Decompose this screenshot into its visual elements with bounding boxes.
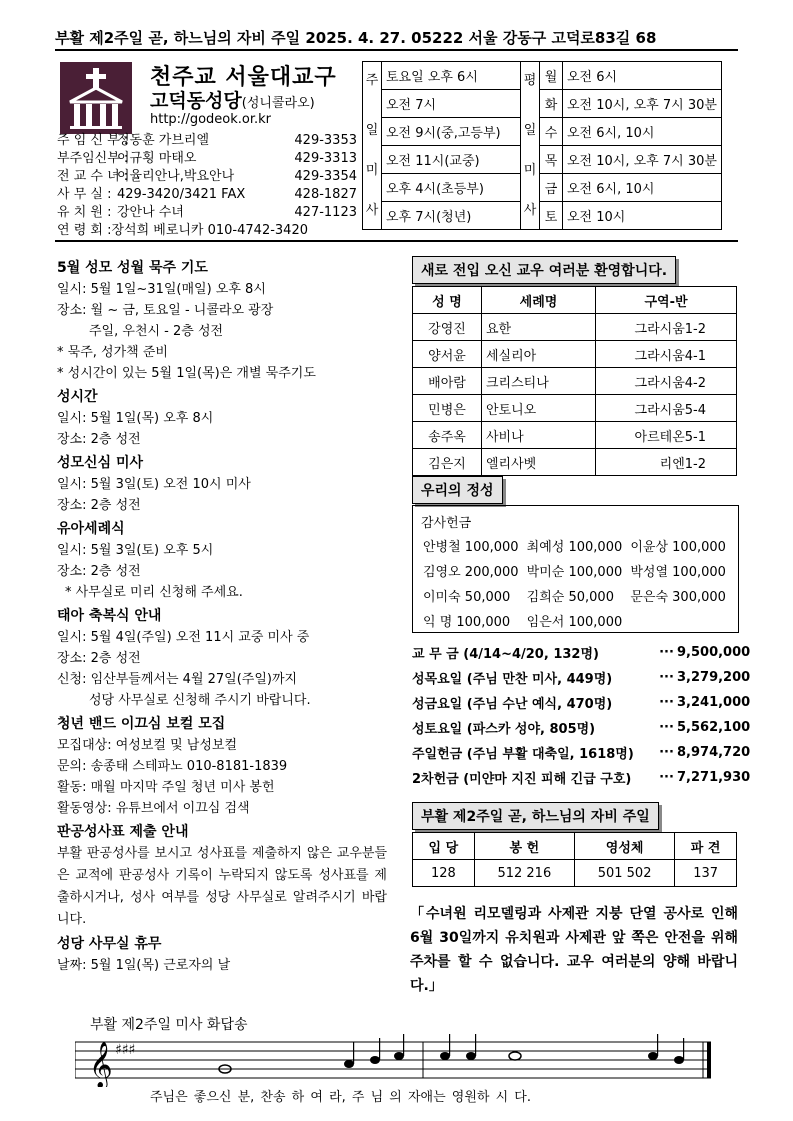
thanks-entry: 김영오 200,000 (423, 565, 519, 580)
stat-value: 501 502 (574, 860, 674, 887)
notice-line: 일시: 5월 4일(주일) 오전 11시 교중 미사 중 (57, 630, 310, 645)
welcome-heading: 새로 전입 오신 교우 여러분 환영합니다. (412, 256, 676, 284)
label-char: 미 (523, 162, 537, 178)
weekday-day: 수 (540, 118, 563, 146)
staff-role: 유 치 원 : (57, 205, 112, 220)
notice-line: 활동: 매월 마지막 주일 청년 미사 봉헌 (57, 780, 275, 795)
psalm-title: 부활 제2주일 미사 화답송 (90, 1017, 248, 1033)
notice-line: 장소: 월 ~ 금, 토요일 - 니콜라오 광장 (57, 303, 274, 318)
staff-name: 정동훈 가브리엘 (117, 133, 210, 148)
staff-row (57, 204, 357, 222)
thanks-entry: 문은숙 300,000 (630, 590, 726, 605)
label-char: 일 (365, 122, 379, 138)
parish-logo (60, 62, 132, 134)
cell-baptismal: 크리스티나 (482, 368, 596, 395)
header-divider (55, 240, 738, 242)
cell-name: 김은지 (413, 449, 482, 476)
fund-dots: ··· (659, 645, 674, 660)
staff-row (57, 222, 357, 240)
parish-name-main: 고덕동성당 (150, 90, 242, 112)
fund-dots: ··· (659, 670, 674, 685)
sunday-mass-time: 오후 4시(초등부) (382, 174, 521, 202)
weekday-time: 오전 6시, 10시 (563, 174, 722, 202)
cell-name: 강영진 (413, 314, 482, 341)
thanks-offering-box (412, 505, 739, 633)
note-icon (509, 1052, 521, 1060)
staff-phone: 429-3354 (294, 169, 357, 184)
thanks-entry: 박성열 100,000 (630, 565, 726, 580)
col-header: 입 당 (413, 833, 475, 860)
notice-line: 일시: 5월 3일(토) 오전 10시 미사 (57, 477, 251, 492)
fund-row (412, 665, 751, 690)
cell-name: 민병은 (413, 395, 482, 422)
fund-dots: ··· (659, 720, 674, 735)
weekday-time: 오전 10시 (563, 202, 722, 230)
staff-row (57, 168, 357, 186)
parish-name (150, 86, 315, 113)
weekday-day: 토 (540, 202, 563, 230)
stats-table (412, 832, 737, 887)
thanks-row (413, 583, 738, 608)
weekday-day: 금 (540, 174, 563, 202)
col-header: 파 견 (675, 833, 737, 860)
notice-line: 일시: 5월 1일(목) 오후 8시 (57, 411, 214, 426)
cell-name: 양서윤 (413, 341, 482, 368)
fund-label: 주일헌금 (주님 부활 대축일, 1618명) (412, 747, 634, 762)
label-char: 미 (365, 162, 379, 178)
thanks-entry: 임은서 100,000 (526, 615, 623, 630)
thanks-entry: 최예성 100,000 (526, 540, 623, 555)
notice-line: 주일, 우천시 - 2층 성전 (89, 324, 224, 339)
staff-role: 사 무 실 : (57, 187, 112, 202)
col-header: 성 명 (413, 287, 482, 314)
cell-district: 그라시움4-2 (596, 368, 737, 395)
thanks-entry: 안병철 100,000 (423, 540, 519, 555)
cell-baptismal: 세실리아 (482, 341, 596, 368)
notice-title: 판공성사표 제출 안내 (57, 824, 189, 840)
sunday-mass-time: 오전 9시(중,고등부) (382, 118, 521, 146)
stats-heading: 부활 제2주일 곧, 하느님의 자비 주일 (412, 802, 659, 830)
notice-line: 일시: 5월 1일~31일(매일) 오후 8시 (57, 282, 266, 297)
thanks-entry: 이미숙 50,000 (423, 590, 511, 605)
cell-baptismal: 안토니오 (482, 395, 596, 422)
notice-line: 장소: 2층 성전 (57, 651, 141, 666)
parking-notice: 「수녀원 리모델링과 사제관 지붕 단열 공사로 인해 6월 30일까지 유치원과 사제관 앞 쪽은 안전을 위해 주차를 할 수 없습니다. 교우 여러분의 양해 바랍니다.」 (410, 906, 738, 994)
staff-phone: 429-3353 (294, 133, 357, 148)
notice-line: 장소: 2층 성전 (57, 564, 141, 579)
weekday-day: 목 (540, 146, 563, 174)
fund-label: 2차헌금 (미얀마 지진 피해 긴급 구호) (412, 772, 632, 787)
notice-title: 5월 성모 성월 묵주 기도 (57, 260, 208, 276)
cell-district: 아르테온5-1 (596, 422, 737, 449)
fund-dots: ··· (659, 745, 674, 760)
stat-value: 512 216 (474, 860, 574, 887)
fund-row (412, 690, 751, 715)
staff-notation (75, 1032, 715, 1087)
church-logo-icon (60, 62, 132, 134)
table-row (413, 341, 737, 368)
sunday-mass-time: 오후 7시(청년) (382, 202, 521, 230)
label-char: 사 (523, 202, 537, 218)
mass-schedule-table (362, 61, 722, 230)
staff-role: 주 임 신 부 : (57, 133, 129, 148)
cell-name: 송주옥 (413, 422, 482, 449)
fund-amount: 5,562,100 (677, 720, 751, 735)
staff-name: 강안나 수녀 (117, 205, 184, 220)
notice-title: 성모신심 미사 (57, 455, 144, 471)
staff-phone: 427-1123 (294, 205, 357, 220)
psalm-lyrics: 주님은 좋으신 분, 찬송 하 여 라, 주 님 의 자애는 영원하 시 다. (150, 1090, 531, 1105)
weekday-mass-label (521, 62, 540, 230)
staff-name: 429-3420/3421 FAX (117, 187, 246, 202)
thanks-row (413, 608, 738, 633)
col-header: 봉 헌 (474, 833, 574, 860)
cell-baptismal: 사비나 (482, 422, 596, 449)
notice-line: * 성시간이 있는 5월 1일(목)은 개별 묵주기도 (57, 366, 316, 381)
parish-url[interactable]: http://godeok.or.kr (150, 112, 272, 127)
cell-district: 그라시움4-1 (596, 341, 737, 368)
notices-column (57, 255, 387, 976)
fund-label: 성목요일 (주님 만찬 미사, 449명) (412, 672, 613, 687)
weekday-day: 화 (540, 90, 563, 118)
fund-amount: 8,974,720 (677, 745, 751, 760)
fund-amount: 7,271,930 (677, 770, 751, 785)
col-header: 구역-반 (596, 287, 737, 314)
notice-title: 청년 밴드 이끄심 보컬 모집 (57, 716, 226, 732)
notice-title: 유아세례식 (57, 521, 125, 537)
sunday-mass-time: 오전 7시 (382, 90, 521, 118)
label-char: 사 (365, 202, 379, 218)
staff-phone (308, 222, 357, 240)
notice-line: 장소: 2층 성전 (57, 498, 141, 513)
table-row (413, 422, 737, 449)
notice-title: 성당 사무실 휴무 (57, 936, 162, 952)
col-header: 영성체 (574, 833, 674, 860)
cell-district: 리엔1-2 (596, 449, 737, 476)
notice-title: 태아 축복식 안내 (57, 608, 162, 624)
fund-dots: ··· (659, 770, 674, 785)
sunday-mass-time: 오전 11시(교중) (382, 146, 521, 174)
fund-amount: 9,500,000 (677, 645, 751, 660)
notice-line: 장소: 2층 성전 (57, 432, 141, 447)
weekday-time: 오전 6시 (563, 62, 722, 90)
staff-phone: 428-1827 (294, 187, 357, 202)
staff-role: 부주임신부 : (57, 151, 129, 166)
parish-patron: (성니콜라오) (241, 96, 315, 111)
cell-name: 배아람 (413, 368, 482, 395)
staff-row (57, 150, 357, 168)
weekday-time: 오전 6시, 10시 (563, 118, 722, 146)
stat-value: 128 (413, 860, 475, 887)
thanks-entry: 박미순 100,000 (526, 565, 623, 580)
fund-row (412, 765, 751, 790)
thanks-row (413, 558, 738, 583)
staff-phone: 429-3313 (294, 151, 357, 166)
table-row (413, 314, 737, 341)
fund-label: 교 무 금 (4/14~4/20, 132명) (412, 647, 599, 662)
thanks-title: 감사헌금 (421, 516, 472, 531)
thanks-entry: 이윤상 100,000 (630, 540, 726, 555)
thanks-entry: 김희순 50,000 (526, 590, 614, 605)
col-header: 세례명 (482, 287, 596, 314)
notice-line: 일시: 5월 3일(토) 오후 5시 (57, 543, 214, 558)
fund-dots: ··· (659, 695, 674, 710)
bulletin-header-line: 부활 제2주일 곧, 하느님의 자비 주일 2025. 4. 27. 05222 서울 강동구 고덕로83길 68 (55, 27, 738, 51)
table-row (413, 368, 737, 395)
stat-value: 137 (675, 860, 737, 887)
staff-role: 전 교 수 녀 : (57, 169, 129, 184)
cell-district: 그라시움1-2 (596, 314, 737, 341)
cell-baptismal: 요한 (482, 314, 596, 341)
sharp-icon: ♯♯♯ (115, 1042, 136, 1058)
table-row (413, 395, 737, 422)
cell-baptismal: 엘리사벳 (482, 449, 596, 476)
staff-name: 장석희 베로니카 010-4742-3420 (111, 223, 308, 238)
cell-district: 그라시움5-4 (596, 395, 737, 422)
notice-title: 성시간 (57, 389, 98, 405)
notice-line: 문의: 송종태 스테파노 010-8181-1839 (57, 759, 288, 774)
fund-row (412, 640, 751, 665)
treble-clef-icon: 𝄞 (89, 1042, 113, 1087)
fund-row (412, 740, 751, 765)
table-row (413, 449, 737, 476)
psalm-score (75, 1010, 715, 1110)
label-char: 평 (523, 72, 537, 88)
fund-row (412, 715, 751, 740)
sunday-mass-label (363, 62, 382, 230)
staff-name: 이규횡 마태오 (117, 151, 197, 166)
diocese-name: 천주교 서울대교구 (150, 65, 337, 90)
notice-line: * 묵주, 성가책 준비 (57, 345, 168, 360)
staff-list (57, 132, 357, 240)
notice-line: 모집대상: 여성보컬 및 남성보컬 (57, 738, 238, 753)
fund-amount: 3,241,000 (677, 695, 751, 710)
weekday-day: 월 (540, 62, 563, 90)
notice-line: 신청: 임산부들께서는 4월 27일(주일)까지 (57, 672, 298, 687)
fund-amount: 3,279,200 (677, 670, 751, 685)
staff-name: 이율리안나,박요안나 (117, 169, 235, 184)
offering-heading: 우리의 정성 (412, 476, 503, 504)
notice-line: * 사무실로 미리 신청해 주세요. (65, 585, 243, 600)
notice-line: 날짜: 5월 1일(목) 근로자의 날 (57, 958, 231, 973)
label-char: 일 (523, 122, 537, 138)
notice-line: 성당 사무실로 신청해 주시기 바랍니다. (89, 693, 311, 708)
weekday-time: 오전 10시, 오후 7시 30분 (563, 90, 722, 118)
weekday-time: 오전 10시, 오후 7시 30분 (563, 146, 722, 174)
label-char: 주 (365, 72, 379, 88)
staff-role: 연 령 회 : (57, 223, 112, 238)
table-row (413, 860, 737, 887)
fund-list (412, 640, 751, 790)
fund-label: 성금요일 (주님 수난 예식, 470명) (412, 697, 613, 712)
notice-line: 부활 판공성사를 보시고 성사표를 제출하지 않은 교우분들은 교적에 판공성사 기록이 누락되지 않도록 성사표를 제출하시거나, 성사 여부를 성당 사무실로 알려주시기 바랍니다. (57, 846, 387, 927)
sunday-mass-time: 토요일 오후 6시 (382, 62, 521, 90)
thanks-entry: 익 명 100,000 (423, 615, 511, 630)
fund-label: 성토요일 (파스카 성야, 805명) (412, 722, 596, 737)
staff-row (57, 132, 357, 150)
welcome-table (412, 286, 737, 476)
notice-line: 활동영상: 유튜브에서 이끄심 검색 (57, 801, 250, 816)
thanks-row (413, 533, 738, 558)
staff-row (57, 186, 357, 204)
